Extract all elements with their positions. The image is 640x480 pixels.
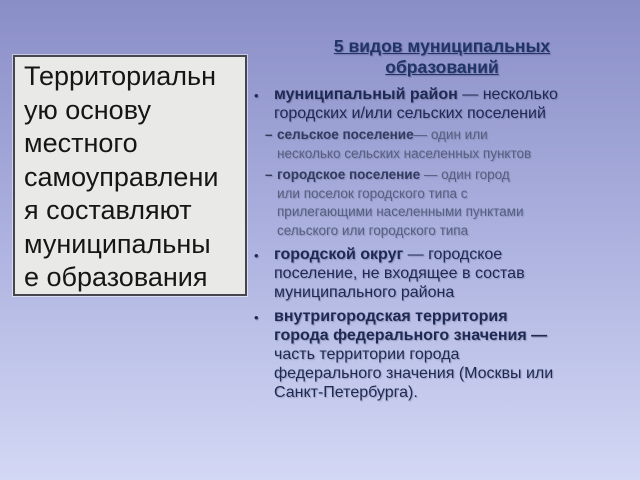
sub-bullet-desc: — один или (413, 127, 488, 142)
slide-heading (252, 36, 632, 78)
bullet-term: городской округ (274, 246, 404, 263)
bullet-desc: муниципального района (274, 284, 455, 301)
bullet-text (274, 85, 632, 123)
bullet-desc: федерального значения (Москвы или (274, 365, 554, 382)
dash-marker: – (265, 127, 273, 142)
bullet-item (252, 85, 632, 123)
bullet-desc: Санкт-Петербурга). (274, 384, 418, 401)
bullet-text (274, 245, 632, 302)
sub-bullet-desc: — один город (420, 167, 510, 182)
sub-bullet-term: городское поселение (277, 167, 421, 182)
bullet-desc: — городское (403, 246, 503, 263)
heading-text: образований (385, 57, 499, 77)
title-line: самоуправлени (24, 161, 219, 192)
bullet-term: города федерального значения — (274, 327, 548, 344)
sub-bullet-desc: или поселок городского типа с (277, 185, 468, 201)
sub-bullet-term: сельское поселение (277, 127, 414, 142)
title-line: муниципальны (24, 228, 211, 259)
sub-bullet-desc: несколько сельских населенных пунктов (277, 145, 532, 161)
sub-bullet-text (277, 126, 632, 163)
heading-line (252, 57, 632, 78)
content-column (252, 36, 632, 402)
heading-text: 5 видов муниципальных (333, 36, 551, 56)
bullet-marker: • (254, 88, 259, 103)
bullet-text (274, 307, 632, 402)
bullet-marker: • (254, 248, 259, 263)
sub-bullet-item (265, 166, 632, 240)
sub-bullet-desc: прилегающими населенными пунктами (277, 204, 524, 219)
bullet-desc: поселение, не входящее в состав (274, 265, 525, 282)
bullet-marker: • (254, 310, 259, 325)
dash-marker: – (265, 167, 273, 182)
bullet-desc: часть территории города (274, 346, 460, 363)
bullet-desc: городских и/или сельских поселений (274, 105, 546, 122)
bullet-desc: — несколько (457, 86, 558, 103)
bullet-term: внутригородская территория (274, 308, 508, 325)
title-line: е образования (24, 262, 208, 292)
bullet-item (252, 245, 632, 302)
title-box (13, 55, 247, 296)
heading-line (252, 36, 632, 57)
title-line: Территориальн (24, 61, 217, 91)
bullet-item (252, 307, 632, 402)
title-line: местного (24, 128, 138, 158)
sub-bullet-text (277, 166, 632, 240)
title-line: ую основу (24, 94, 151, 125)
sub-bullet-item (265, 126, 632, 163)
bullet-term: муниципальный район (274, 86, 458, 103)
title-line: я составляют (24, 195, 192, 225)
sub-bullet-desc: сельского или городского типа (277, 222, 469, 238)
bullet-list (252, 85, 632, 402)
